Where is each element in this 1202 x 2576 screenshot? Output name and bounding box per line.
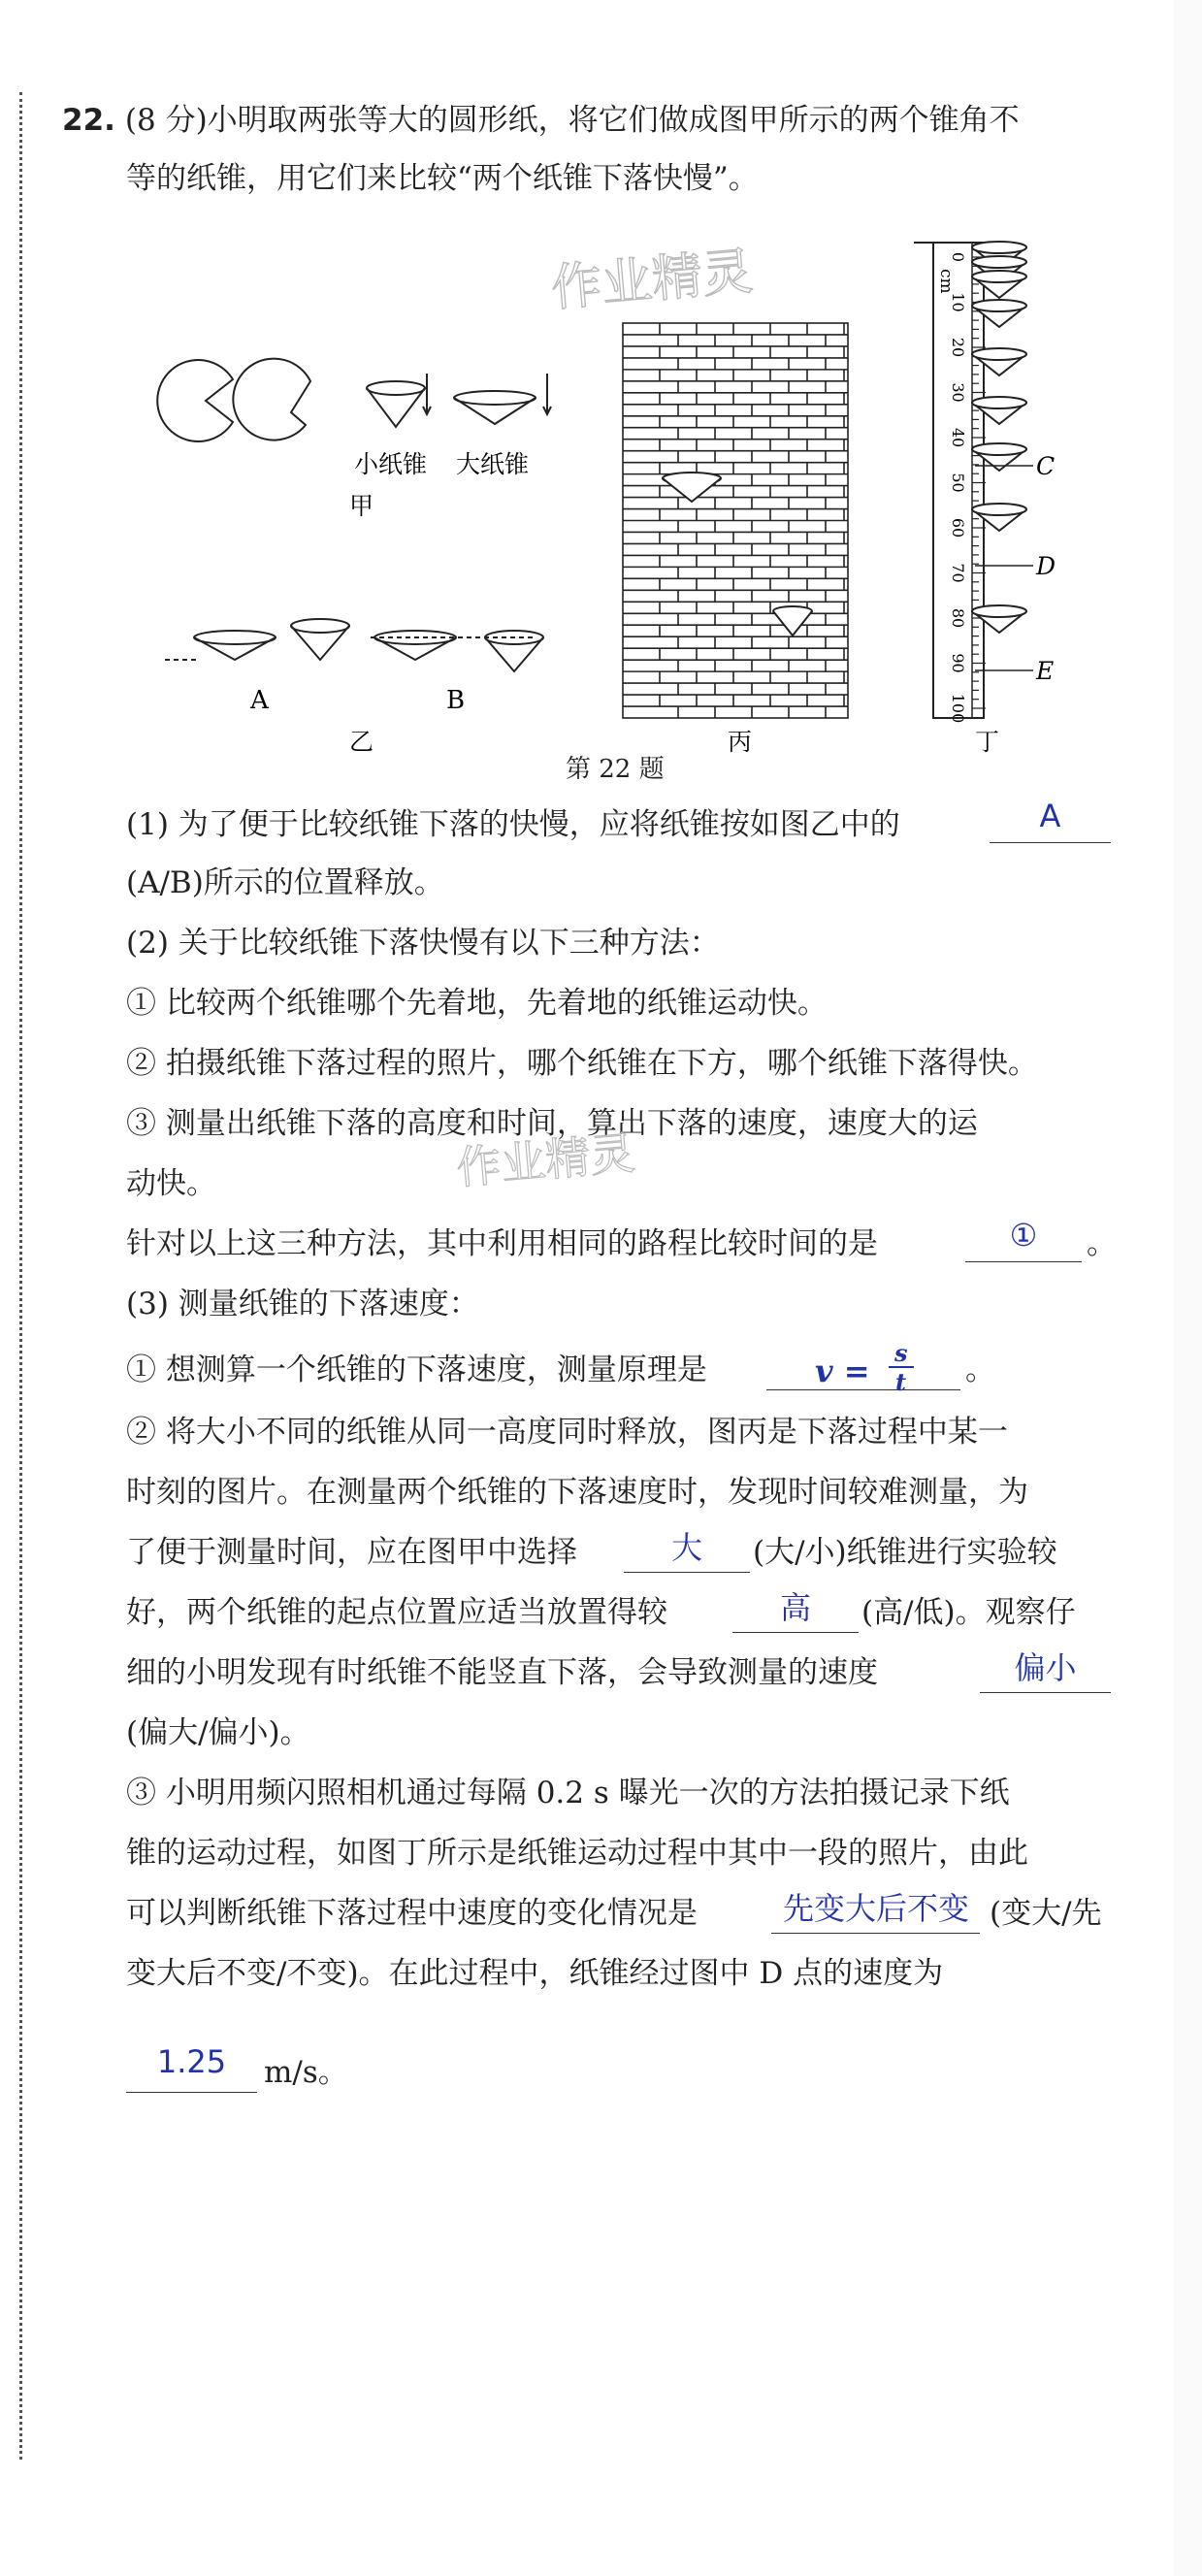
formula-s: s [894, 1339, 908, 1367]
question-intro-1: (8 分)小明取两张等大的圆形纸，将它们做成图甲所示的两个锥角不 [124, 103, 1020, 138]
part3-formula-blank [766, 1389, 960, 1390]
figure-22 [155, 218, 1106, 762]
ruler-unit-label: cm [936, 269, 956, 294]
part3-title: (3) 测量纸锥的下落速度： [126, 1287, 479, 1321]
blank-change [771, 1933, 980, 1934]
watermark-text: 作业精灵 [548, 243, 756, 318]
part3-step2-line4a: 好，两个纸锥的起点位置应适当放置得较 [126, 1595, 667, 1630]
part1-line2: (A/B)所示的位置释放。 [126, 865, 444, 900]
answer-speed: 1.25 [156, 2043, 227, 2080]
paper-circle-large-cut [157, 360, 233, 441]
part3-step2-line1: ② 将大小不同的纸锥从同一高度同时释放，图丙是下落过程中某一 [126, 1415, 1008, 1450]
ruler-tick-label: 50 [949, 473, 967, 493]
label-yi-b: B [446, 686, 466, 715]
answer-high: 高 [779, 1589, 811, 1626]
part3-step2-line2: 时刻的图片。在测量两个纸锥的下落速度时，发现时间较难测量，为 [126, 1475, 1028, 1510]
point-c-label: C [1036, 452, 1056, 480]
ruler-tick-label: 20 [949, 337, 967, 358]
diagram-yi-b [371, 631, 543, 671]
ruler-tick-label: 70 [949, 563, 967, 583]
blank-speed [126, 2092, 257, 2093]
part2-blank [965, 1261, 1082, 1262]
part3-step3-line4: 变大后不变/不变)。在此过程中，纸锥经过图中 D 点的速度为 [126, 1956, 944, 1991]
part3-step2-line3a: 了便于测量时间，应在图甲中选择 [126, 1535, 577, 1570]
question-line-1 [62, 101, 1020, 140]
question-number: 22. [62, 103, 115, 138]
ruler-tick-label: 10 [949, 292, 967, 312]
part3-step3-line2: 锥的运动过程，如图丁所示是纸锥运动过程中其中一段的照片，由此 [126, 1836, 1028, 1871]
ruler-tick-label: 40 [949, 427, 967, 448]
blank-high [732, 1632, 859, 1633]
ruler-tick-label: 90 [949, 653, 967, 673]
ruler-tick-label: 80 [949, 607, 967, 629]
formula-v: v = [815, 1353, 870, 1389]
part3-step1: ① 想测算一个纸锥的下落速度，测量原理是 [126, 1353, 707, 1387]
part2-question: 针对以上这三种方法，其中利用相同的路程比较时间的是 [126, 1226, 878, 1261]
answer-small: 偏小 [1014, 1649, 1077, 1686]
part3-step3-line3b: (变大/先 [990, 1896, 1102, 1931]
part2-method3-line2: 动快。 [126, 1166, 216, 1201]
part2-method3-line1: ③ 测量出纸锥下落的高度和时间，算出下落的速度，速度大的运 [126, 1106, 978, 1141]
answer-big: 大 [670, 1529, 702, 1566]
diagram-yi-a [165, 619, 349, 660]
blank-small [980, 1692, 1111, 1693]
part2-method2: ② 拍摄纸锥下落过程的照片，哪个纸锥在下方，哪个纸锥下落得快。 [126, 1046, 1038, 1081]
label-bing: 丙 [728, 728, 753, 756]
ruler-tick-label: 30 [949, 382, 967, 403]
wall-cone-small [773, 606, 812, 636]
formula-t: t [895, 1368, 907, 1396]
part3-step2-line3b: (大/小)纸锥进行实验较 [753, 1535, 1057, 1570]
figure-caption: 第 22 题 [566, 755, 665, 784]
small-cone-icon [367, 374, 431, 427]
part3-step3-line3a: 可以判断纸锥下落过程中速度的变化情况是 [126, 1896, 698, 1931]
part1-answer: A [1039, 798, 1061, 834]
part1-line1: (1) 为了便于比较纸锥下落的快慢，应将纸锥按如图乙中的 [126, 807, 900, 842]
question-intro-2: 等的纸锥，用它们来比较“两个纸锥下落快慢”。 [126, 161, 759, 196]
ruler-tick-label: 0 [949, 251, 967, 263]
binding-dotted-line [19, 92, 22, 2460]
blank-big [624, 1572, 750, 1573]
point-d-label: D [1036, 552, 1056, 580]
label-jia: 甲 [349, 492, 374, 520]
part3-step3-line5: m/s。 [264, 2055, 348, 2090]
label-small-cone: 小纸锥 [354, 450, 428, 478]
paper-circle-small-cut [233, 359, 310, 440]
label-ding: 丁 [975, 728, 1000, 756]
watermark-mid: 作业精灵 [454, 1126, 637, 1194]
part3-step2-line4b: (高/低)。观察仔 [861, 1595, 1076, 1630]
part2-method1: ① 比较两个纸锥哪个先着地，先着地的纸锥运动快。 [126, 986, 828, 1021]
ruler-tick-label: 60 [949, 517, 967, 538]
label-yi-a: A [250, 686, 269, 715]
label-large-cone: 大纸锥 [456, 450, 530, 478]
large-cone-icon [454, 374, 551, 424]
ruler-tick-label: 100 [949, 693, 967, 724]
part2-title: (2) 关于比较纸锥下落快慢有以下三种方法： [126, 926, 720, 961]
part2-answer: ① [1009, 1217, 1038, 1254]
part3-step3-line1: ③ 小明用频闪照相机通过每隔 0.2 s 曝光一次的方法拍摄记录下纸 [126, 1776, 1010, 1810]
label-yi: 乙 [349, 728, 374, 756]
point-e-label: E [1036, 657, 1055, 685]
diagram-bing-brick-wall [623, 323, 848, 718]
part3-step2-line6: (偏大/偏小)。 [126, 1715, 310, 1750]
part3-step1-period: 。 [965, 1353, 995, 1387]
answer-change: 先变大后不变 [782, 1890, 969, 1927]
part3-step2-line5: 细的小明发现有时纸锥不能竖直下落，会导致测量的速度 [126, 1655, 878, 1690]
part2-period: 。 [1087, 1226, 1117, 1261]
part1-blank [990, 842, 1111, 843]
